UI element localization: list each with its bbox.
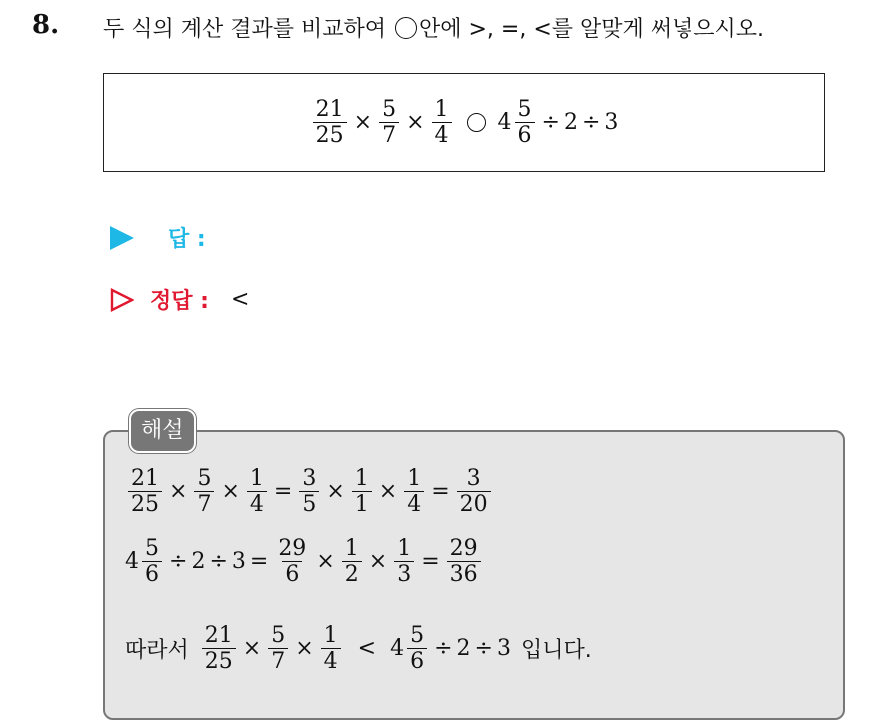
question-text-after: 안에 >, =, <를 알맞게 써넣으시오. <box>419 17 765 42</box>
times-sign: × <box>378 479 398 505</box>
times-sign: × <box>326 479 345 505</box>
solution-line-2 <box>125 537 484 586</box>
divisor: 2 <box>456 636 471 662</box>
blank-circle-icon <box>395 17 417 39</box>
divide-sign: ÷ <box>169 549 188 575</box>
denominator: 6 <box>515 122 535 147</box>
solution-tag: 해설 <box>129 409 196 453</box>
fraction <box>404 467 424 516</box>
fraction <box>299 467 319 516</box>
answer-blank-circle[interactable] <box>467 113 486 132</box>
numerator: 21 <box>131 466 159 491</box>
fraction <box>407 624 427 673</box>
fraction <box>432 98 452 147</box>
equals-sign: = <box>421 549 440 575</box>
whole-part: 4 <box>125 549 139 575</box>
divisor: 3 <box>496 636 511 662</box>
divide-sign: ÷ <box>434 636 453 662</box>
conclusion-suffix: 입니다. <box>520 638 592 664</box>
equals-sign: = <box>249 549 269 575</box>
numerator: 3 <box>302 466 317 491</box>
fraction <box>202 624 236 673</box>
divisor: 3 <box>604 110 619 135</box>
solution-line-3 <box>125 624 592 673</box>
mixed-number <box>390 624 430 673</box>
play-triangle-icon <box>110 226 134 250</box>
denominator: 4 <box>247 491 267 516</box>
numerator: 5 <box>197 466 212 491</box>
fraction <box>268 624 288 673</box>
divide-sign: ÷ <box>209 549 228 575</box>
denominator: 25 <box>128 491 162 516</box>
denominator: 1 <box>352 491 372 516</box>
numerator: 3 <box>466 466 481 491</box>
divide-sign: ÷ <box>581 110 601 135</box>
fraction <box>447 537 481 586</box>
fraction <box>194 467 214 516</box>
denominator: 6 <box>142 561 162 586</box>
numerator: 1 <box>434 96 449 122</box>
mixed-number <box>498 98 538 147</box>
fraction <box>394 537 414 586</box>
divisor: 2 <box>191 549 206 575</box>
denominator: 4 <box>404 491 424 516</box>
denominator: 6 <box>407 648 427 673</box>
outline-triangle-icon <box>110 288 134 312</box>
fraction <box>342 537 362 586</box>
times-sign: × <box>353 110 373 135</box>
denominator: 5 <box>299 491 319 516</box>
whole-part: 4 <box>390 636 405 662</box>
denominator: 4 <box>321 648 341 673</box>
fraction <box>142 537 162 586</box>
numerator: 29 <box>278 536 307 561</box>
fraction <box>128 467 162 516</box>
denominator: 4 <box>432 122 452 147</box>
answer-row <box>110 222 206 253</box>
denominator: 6 <box>282 561 302 586</box>
divisor: 3 <box>231 549 246 575</box>
answer-label: 답 : <box>168 227 206 252</box>
denominator: 3 <box>394 561 414 586</box>
fraction <box>379 98 399 147</box>
mixed-number <box>125 537 165 586</box>
problem-box <box>103 73 825 172</box>
numerator: 1 <box>323 623 338 648</box>
denominator: 2 <box>342 561 362 586</box>
numerator: 5 <box>145 536 159 561</box>
numerator: 5 <box>271 623 286 648</box>
times-sign: × <box>406 110 425 135</box>
question-number: 8. <box>32 10 60 40</box>
denominator: 7 <box>268 648 288 673</box>
solution-box <box>103 430 845 720</box>
fraction <box>321 624 341 673</box>
denominator: 36 <box>447 561 481 586</box>
question-text <box>103 12 764 43</box>
numerator: 5 <box>382 96 397 122</box>
numerator: 21 <box>204 623 233 648</box>
numerator: 1 <box>249 466 264 491</box>
correct-answer-label: 정답 : <box>150 289 209 314</box>
times-sign: × <box>295 636 314 662</box>
times-sign: × <box>221 479 240 505</box>
denominator: 7 <box>379 122 399 147</box>
whole-part: 4 <box>497 110 512 135</box>
denominator: 25 <box>313 122 347 147</box>
correct-answer-row <box>110 284 249 315</box>
numerator: 1 <box>407 466 422 491</box>
times-sign: × <box>169 479 188 505</box>
fraction <box>313 98 347 147</box>
times-sign: × <box>368 549 388 575</box>
times-sign: × <box>316 549 335 575</box>
equals-sign: = <box>431 479 450 505</box>
fraction <box>457 467 491 516</box>
denominator: 25 <box>202 648 236 673</box>
times-sign: × <box>242 636 262 662</box>
solution-line-1 <box>125 467 494 516</box>
fraction <box>352 467 372 516</box>
comparison-sign: < <box>357 636 377 662</box>
question-text-before: 두 식의 계산 결과를 비교하여 <box>103 17 393 42</box>
numerator: 1 <box>354 466 369 491</box>
conclusion-prefix: 따라서 <box>125 638 189 664</box>
problem-expression <box>104 74 824 171</box>
numerator: 29 <box>449 536 478 561</box>
fraction <box>247 467 267 516</box>
numerator: 5 <box>410 623 425 648</box>
numerator: 1 <box>397 536 412 561</box>
divide-sign: ÷ <box>474 636 493 662</box>
divisor: 2 <box>563 110 578 135</box>
divide-sign: ÷ <box>541 110 560 135</box>
fraction <box>275 537 309 586</box>
denominator: 20 <box>457 491 491 516</box>
fraction <box>515 98 535 147</box>
numerator: 21 <box>315 96 344 122</box>
equals-sign: = <box>273 479 293 505</box>
correct-answer-value: < <box>230 287 250 312</box>
denominator: 7 <box>194 491 214 516</box>
numerator: 1 <box>344 536 359 561</box>
numerator: 5 <box>517 96 532 122</box>
